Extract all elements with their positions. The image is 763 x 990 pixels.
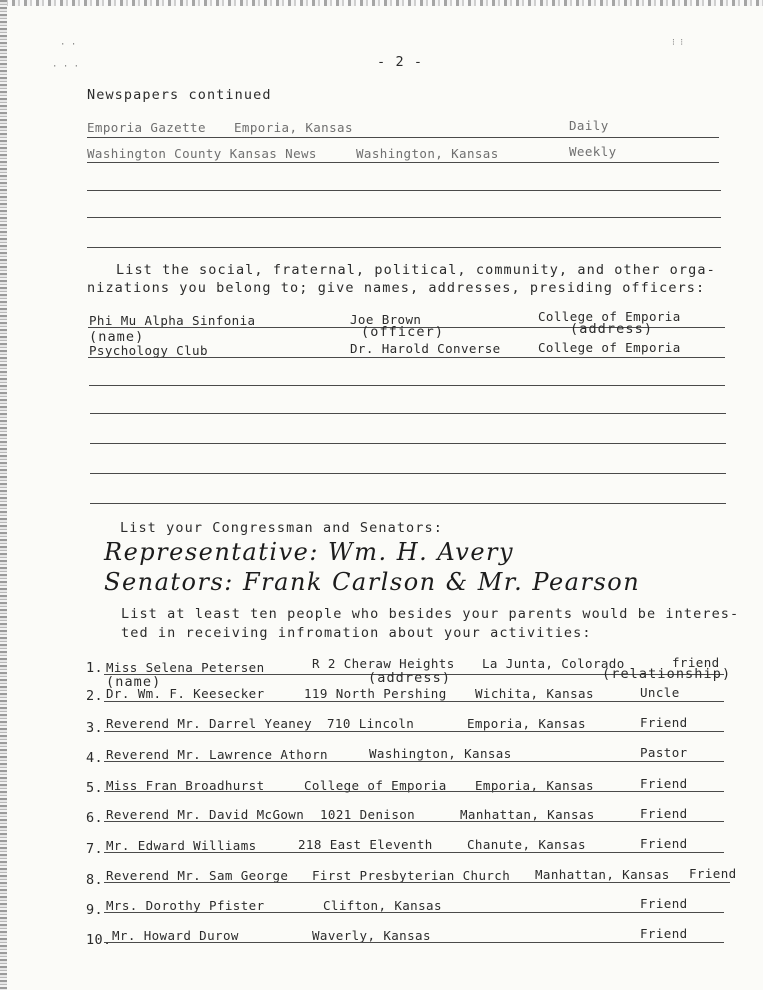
- person-city: Wichita, Kansas: [475, 686, 594, 701]
- newspaper-place: Emporia, Kansas: [234, 120, 353, 135]
- organization-name: Phi Mu Alpha Sinfonia: [89, 313, 256, 328]
- newspaper-frequency: Daily: [569, 118, 609, 133]
- row-number: 4.: [86, 750, 104, 766]
- person-relationship: Uncle: [640, 685, 680, 700]
- person-name: Reverend Mr. Sam George: [106, 868, 289, 883]
- person-city: Washington, Kansas: [369, 746, 512, 761]
- person-city: Emporia, Kansas: [475, 778, 594, 793]
- person-address: College of Emporia: [304, 778, 447, 793]
- blank-line: [87, 217, 721, 218]
- newspaper-line: [87, 162, 719, 163]
- representative-handwriting: Representative: Wm. H. Avery: [104, 538, 515, 566]
- person-city: Manhattan, Kansas: [460, 807, 595, 822]
- person-name: Miss Selena Petersen: [106, 660, 265, 675]
- person-name: Miss Fran Broadhurst: [106, 778, 265, 793]
- person-relationship: Pastor: [640, 745, 688, 760]
- page-number: - 2 -: [377, 54, 424, 70]
- person-relationship: Friend: [640, 896, 688, 911]
- row-number: 9.: [86, 902, 104, 918]
- row-number: 1.: [86, 660, 104, 676]
- blank-line: [89, 385, 725, 386]
- person-name: Reverend Mr. Lawrence Athorn: [106, 747, 328, 762]
- person-line: [104, 852, 724, 853]
- blank-line: [90, 413, 726, 414]
- person-address: 218 East Eleventh: [298, 837, 433, 852]
- person-name: Mrs. Dorothy Pfister: [106, 898, 265, 913]
- person-name: Reverend Mr. David McGown: [106, 807, 305, 822]
- person-line: [104, 701, 724, 702]
- person-address: 710 Lincoln: [327, 716, 415, 731]
- label-name: (name): [106, 674, 162, 690]
- person-relationship: Friend: [640, 715, 688, 730]
- person-relationship: friend: [672, 655, 720, 670]
- organization-name: Psychology Club: [89, 343, 208, 358]
- row-number: 6.: [86, 810, 104, 826]
- person-line: [104, 791, 724, 792]
- scan-edge-left: [0, 0, 7, 990]
- person-city: Clifton, Kansas: [323, 898, 442, 913]
- person-name: Mr. Howard Durow: [112, 928, 239, 943]
- person-relationship: Friend: [640, 836, 688, 851]
- label-relationship: (relationship): [602, 666, 732, 682]
- blank-line: [90, 443, 726, 444]
- newspaper-line: [87, 137, 719, 138]
- senators-handwriting: Senators: Frank Carlson & Mr. Pearson: [104, 568, 641, 596]
- person-city: La Junta, Colorado: [482, 656, 625, 671]
- person-name: Mr. Edward Williams: [106, 838, 257, 853]
- person-line: [104, 731, 724, 732]
- newspaper-name: Washington County Kansas News: [87, 146, 317, 161]
- person-name: Reverend Mr. Darrel Yeaney: [106, 716, 313, 731]
- label-address: (address): [368, 670, 452, 686]
- person-address: R 2 Cheraw Heights: [312, 656, 455, 671]
- person-line: [104, 882, 730, 883]
- person-relationship: Friend: [640, 806, 688, 821]
- row-number: 10.: [86, 932, 112, 948]
- person-city: Emporia, Kansas: [467, 716, 586, 731]
- row-number: 3.: [86, 720, 104, 736]
- organization-officer: Joe Brown: [350, 312, 422, 327]
- organization-officer: Dr. Harold Converse: [350, 341, 501, 356]
- person-relationship: Friend: [640, 776, 688, 791]
- person-city: Chanute, Kansas: [467, 837, 586, 852]
- person-line: [104, 821, 724, 822]
- person-address: First Presbyterian Church: [312, 868, 511, 883]
- person-relationship: Friend: [689, 866, 737, 881]
- blank-line: [87, 190, 721, 191]
- blank-line: [87, 247, 721, 248]
- scan-speck: · · ·: [52, 62, 80, 72]
- person-line: [104, 761, 724, 762]
- congress-instruction: List your Congressman and Senators:: [120, 520, 443, 536]
- organizations-instruction: List the social, fraternal, political, community, and other orga-: [116, 262, 716, 278]
- people-instruction: List at least ten people who besides your parents would be interes-: [121, 606, 740, 622]
- person-line: [104, 912, 724, 913]
- scan-speck: · ·: [60, 40, 77, 50]
- margin-mark: ⁝ ⁝: [672, 38, 684, 48]
- row-number: 5.: [86, 780, 104, 796]
- person-city: Manhattan, Kansas: [535, 867, 670, 882]
- person-address: 1021 Denison: [320, 807, 416, 822]
- newspaper-place: Washington, Kansas: [356, 146, 499, 161]
- label-address: (address): [570, 321, 654, 337]
- label-officer: (officer): [361, 324, 445, 340]
- newspaper-frequency: Weekly: [569, 144, 617, 159]
- blank-line: [90, 503, 726, 504]
- row-number: 7.: [86, 841, 104, 857]
- newspapers-heading: Newspapers continued: [87, 87, 272, 103]
- blank-line: [90, 473, 726, 474]
- person-line: [104, 942, 724, 943]
- people-instruction: ted in receiving infromation about your activities:: [121, 625, 592, 641]
- row-number: 2.: [86, 688, 104, 704]
- organizations-instruction: nizations you belong to; give names, addresses, presiding officers:: [87, 280, 706, 296]
- person-address: 119 North Pershing: [304, 686, 447, 701]
- person-city: Waverly, Kansas: [312, 928, 431, 943]
- person-name: Dr. Wm. F. Keesecker: [106, 686, 265, 701]
- label-name: (name): [89, 329, 145, 345]
- newspaper-name: Emporia Gazette: [87, 120, 206, 135]
- organization-address: College of Emporia: [538, 309, 681, 324]
- person-relationship: Friend: [640, 926, 688, 941]
- organization-address: College of Emporia: [538, 340, 681, 355]
- scan-edge-top: [0, 0, 763, 6]
- row-number: 8.: [86, 872, 104, 888]
- organization-line: [88, 357, 725, 358]
